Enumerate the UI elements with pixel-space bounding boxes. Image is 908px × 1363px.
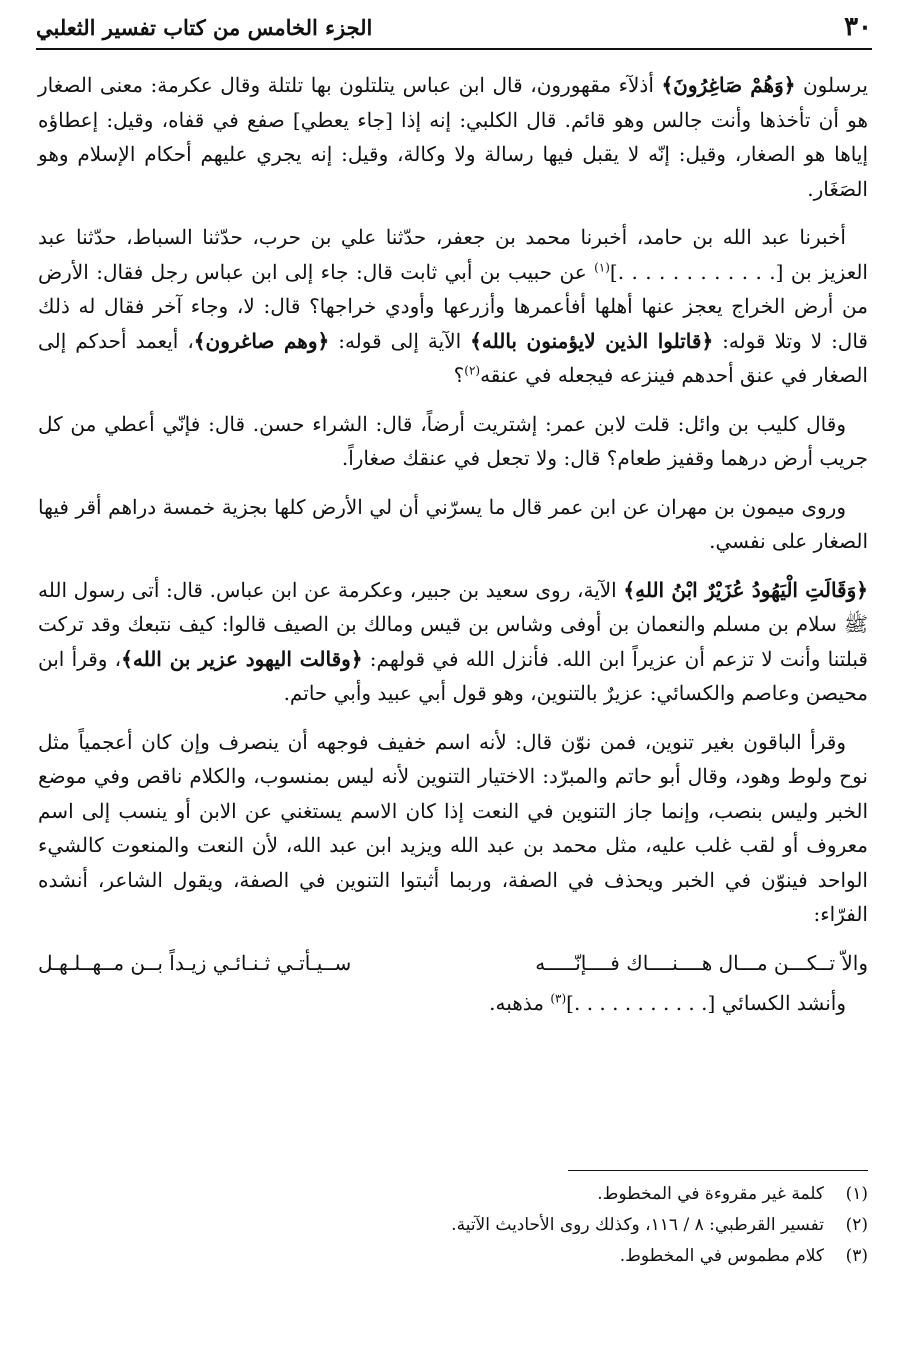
text-run: ، أيعمد أحدكم إلى الصغار في عنق أحدهم فينزعه فيجعله في عنقه (38, 328, 868, 387)
paragraph (38, 725, 868, 932)
quran-quote: ﴿وَهُمْ صَاغِرُونَ﴾ (661, 73, 796, 97)
footnote-text: كلمة غير مقروءة في المخطوط. (597, 1184, 824, 1204)
footnote-ref: (٣) (550, 991, 567, 1006)
paragraph (38, 490, 868, 559)
text-run: وروى ميمون بن مهران عن ابن عمر قال ما يسرّني أن لي الأرض كلها بجزية خمسة دراهم أقر فيها الصغار على نفسي. (38, 494, 868, 553)
main-text (38, 68, 868, 1035)
footnote (38, 1179, 868, 1210)
paragraph (38, 407, 868, 476)
footnote-list (38, 1179, 868, 1272)
footnote-separator (568, 1170, 868, 1171)
paragraph (38, 68, 868, 206)
text-run: ، وقرأ ابن محيصن وعاصم والكسائي: عزيرٌ بالتنوين، وهو قول أبي عبيد وأبي حاتم. (38, 646, 868, 705)
footnote-text: كلام مطموس في المخطوط. (619, 1246, 824, 1266)
quran-quote: ﴿وَقَالَتِ الْيَهُودُ عُزَيْرٌ ابْنُ اللهِ﴾ (623, 577, 868, 602)
text-run: مذهبه. (489, 991, 551, 1015)
footnote-number: (٢) (845, 1215, 868, 1235)
paragraph (38, 573, 868, 711)
text-run: وأنشد الكسائي [. . . . . . . . . . .] (566, 991, 846, 1015)
poetry-verse (38, 946, 868, 981)
footnote-ref: (١) (594, 259, 610, 274)
footnote-number: (٣) (845, 1246, 868, 1266)
text-run: الآية إلى قوله: (329, 328, 471, 353)
book-title: الجزء الخامس من كتاب تفسير الثعلبي (36, 14, 373, 40)
quran-quote: ﴿وهم صاغرون﴾ (193, 328, 330, 353)
running-header (36, 10, 872, 50)
footnotes (38, 1170, 868, 1272)
footnote-number: (١) (845, 1184, 868, 1204)
footnote-text: تفسير القرطبي: ٨ / ١١٦، وكذلك روى الأحاديث الآتية. (451, 1215, 824, 1235)
text-run: عن حبيب بن أبي ثابت قال: جاء إلى ابن عباس رجل فقال: الأرض من أرض الخراج يعجز عنها أهلها أفأعمرها وأزرعها وأودي خراجها؟ قال: لا، وجاء آخر فقال له ذلك قال: لا وتلا قوله: (38, 259, 868, 353)
text-run: أخبرنا عبد الله بن حامد، أخبرنا محمد بن جعفر، حدّثنا علي بن حرب، حدّثنا السباط، حدّثنا عبد العزيز بن [. . . . . . . . . . . .] (38, 225, 868, 284)
footnote (38, 1210, 868, 1241)
quran-quote: ﴿قاتلوا الذين لايؤمنون بالله﴾ (470, 328, 714, 353)
paragraph-list (38, 68, 868, 932)
footnote (38, 1241, 868, 1272)
text-run: ؟ (453, 363, 465, 387)
paragraph (38, 220, 868, 393)
text-run: وقرأ الباقون بغير تنوين، فمن نوّن قال: لأنه اسم خفيف فوجهه أن ينصرف وإن كان أعجمياً مثل نوح ولوط وهود، وقال أبو حاتم والمبرّد: الاختيار التنوين لأنه ليس بمنسوب، والكلام ناقص وفي موضع الخبر وليس بنصب، وإنما جاز التنوين في النعت إذا كان الاسم يستغني عن الابن أو ينسب إلى اسم معروف أو لقب غلب عليه، مثل محمد بن عبد الله ويزيد ابن عبد الله، لأن النعت والمنعوت كالشيء الواحد فينوّن في الخبر ويحذف في الصفة، وربما أثبتوا التنوين في الصفة، ويقول الشاعر، أنشده الفرّاء: (38, 729, 868, 926)
quran-quote: ﴿وقالت اليهود عزير بن الله﴾ (121, 646, 363, 671)
verse-first-hemistich: والاّ تــكـــن مـــال هــــنــــاك فــــإنّـــــه (535, 950, 868, 975)
verse-second-hemistich: ســيـأتـي ثـنـائـي زيـداً بــن مــهــلـهـل (38, 950, 352, 975)
text-run: أذلآء مقهورون، قال ابن عباس يتلتلون بها تلتلة وقال عكرمة: معنى الصغار هو أن تأخذها وأنت جالس وهو قائم. قال الكلبي: إنه إذا [جاء يعطي] صفع في قفاه، وقيل: إعطاؤه إياها هو الصغار، وقيل: إنّه لا يقبل فيها رسالة ولا وكالة، وقيل: إنه يجري عليهم أحكام الإسلام وهو الصَغَار. (38, 73, 869, 201)
text-run: يرسلون (795, 73, 868, 97)
page-number: ٣٠ (844, 12, 872, 42)
text-run: وقال كليب بن وائل: قلت لابن عمر: إشتريت أرضاً، قال: الشراء حسن. قال: فإنّي أعطي من كل جريب أرض درهما وقفيز طعام؟ قال: ولا تجعل في عنقك صغاراً. (38, 411, 868, 470)
closing-line (38, 986, 868, 1021)
text-run: الآية، روى سعيد بن جبير، وعكرمة عن ابن عباس. قال: أتى رسول الله ﷺ سلام بن مسلم والنعمان بن أوفى وشاس بن قيس ومالك بن الصيف قالوا: كيف نتبعك وقد تركت قبلتنا وأنت لا تزعم أن عزيراً ابن الله. فأنزل الله في قولهم: (38, 577, 868, 671)
footnote-ref: (٢) (464, 363, 481, 378)
